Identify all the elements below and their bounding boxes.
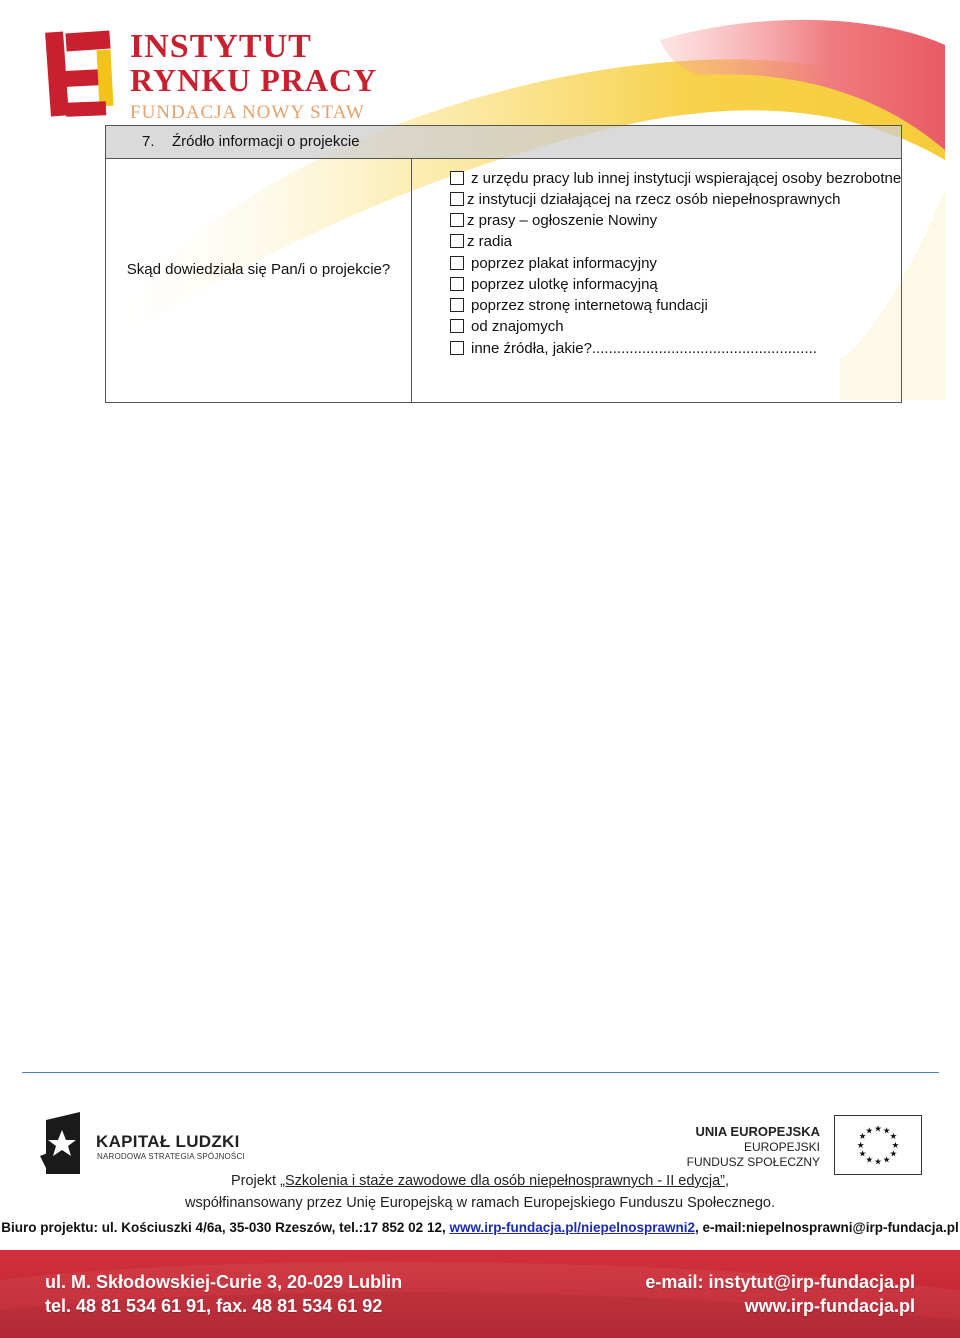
checkbox[interactable] [450,341,464,355]
svg-text:★: ★ [889,1132,898,1143]
section-title: Źródło informacji o projekcie [172,133,360,150]
checkbox[interactable] [450,192,464,206]
checkbox[interactable] [450,298,464,312]
band-address: ul. M. Skłodowskiej-Curie 3, 20-029 Lublin [45,1272,403,1292]
checkbox[interactable] [450,277,464,291]
question-text: Skąd dowiedziała się Pan/i o projekcie? [126,261,391,278]
svg-text:★: ★ [856,1140,865,1151]
svg-text:★: ★ [858,1149,867,1160]
logo-foundation: FUNDACJA NOWY STAW [130,102,365,123]
eu-line1: UNIA EUROPEJSKA [695,1124,820,1139]
logo-title: INSTYTUT [130,28,312,65]
svg-text:★: ★ [865,1155,874,1166]
instytut-logo [44,26,378,126]
svg-text:★: ★ [882,1126,891,1137]
option-label: z instytucji działającej na rzecz osób niepełnosprawnych [467,191,841,208]
checkbox[interactable] [450,256,464,270]
section-number: 7. [142,133,155,150]
office-email: , e-mail:niepelnosprawni@irp-fundacja.pl [695,1220,959,1235]
kl-title: KAPITAŁ LUDZKI [96,1132,240,1151]
option-label: z urzędu pracy lub innej instytucji wspierającej osoby bezrobotne [471,170,902,187]
kl-subtitle: NARODOWA STRATEGIA SPÓJNOŚCI [97,1152,245,1161]
footer-red-band [0,1250,960,1338]
project-prefix: Projekt [230,1173,281,1189]
band-email: e-mail: instytut@irp-fundacja.pl [645,1272,915,1292]
checkbox[interactable] [450,234,464,248]
band-phone: tel. 48 81 534 61 91, fax. 48 81 534 61 92 [45,1296,383,1316]
kapital-ludzki-logo [40,1112,250,1178]
option-label: z radia [467,233,513,250]
project-name: „Szkolenia i staże zawodowe dla osób niepełnosprawnych - II edycja” [280,1173,726,1189]
logo-subtitle: RYNKU PRACY [130,62,378,98]
svg-text:★: ★ [882,1155,891,1166]
footer-divider [22,1072,939,1073]
eu-logo [686,1115,922,1177]
eu-flag-icon [834,1115,922,1175]
office-website-link[interactable]: www.irp-fundacja.pl/niepelnosprawni2 [449,1220,695,1235]
eu-line3: FUNDUSZ SPOŁECZNY [686,1155,820,1169]
svg-text:★: ★ [874,1157,882,1168]
kapital-ludzki-icon [40,1112,84,1176]
option-label: inne źródła, jakie?...................................................... [471,340,817,357]
options-cell [412,159,902,403]
band-www: www.irp-fundacja.pl [744,1296,915,1316]
logo-mark-icon [44,26,120,122]
option-label: od znajomych [471,318,564,335]
svg-text:★: ★ [874,1124,882,1135]
project-suffix: , [725,1173,730,1189]
option-label: poprzez ulotkę informacyjną [471,276,658,293]
svg-text:★: ★ [865,1126,874,1137]
checkbox[interactable] [450,319,464,333]
form-table [105,125,902,403]
checkbox[interactable] [450,171,464,185]
project-line [0,1173,960,1189]
question-cell [106,159,412,403]
svg-text:★: ★ [858,1132,867,1143]
cofinanced-line: współfinansowany przez Unię Europejską w ramach Europejskiego Funduszu Społecznego. [185,1195,775,1211]
office-line [0,1220,960,1235]
office-address: Biuro projektu: ul. Kościuszki 4/6a, 35-030 Rzeszów, tel.:17 852 02 12, [1,1220,450,1235]
checkbox[interactable] [450,213,464,227]
eu-line2: EUROPEJSKI [743,1140,820,1154]
option-label: poprzez plakat informacyjny [471,255,657,272]
svg-text:★: ★ [891,1140,900,1151]
option-label: poprzez stronę internetową fundacji [471,297,708,314]
svg-text:★: ★ [889,1149,898,1160]
section-header [106,126,901,159]
option-label: z prasy – ogłoszenie Nowiny [467,212,658,229]
